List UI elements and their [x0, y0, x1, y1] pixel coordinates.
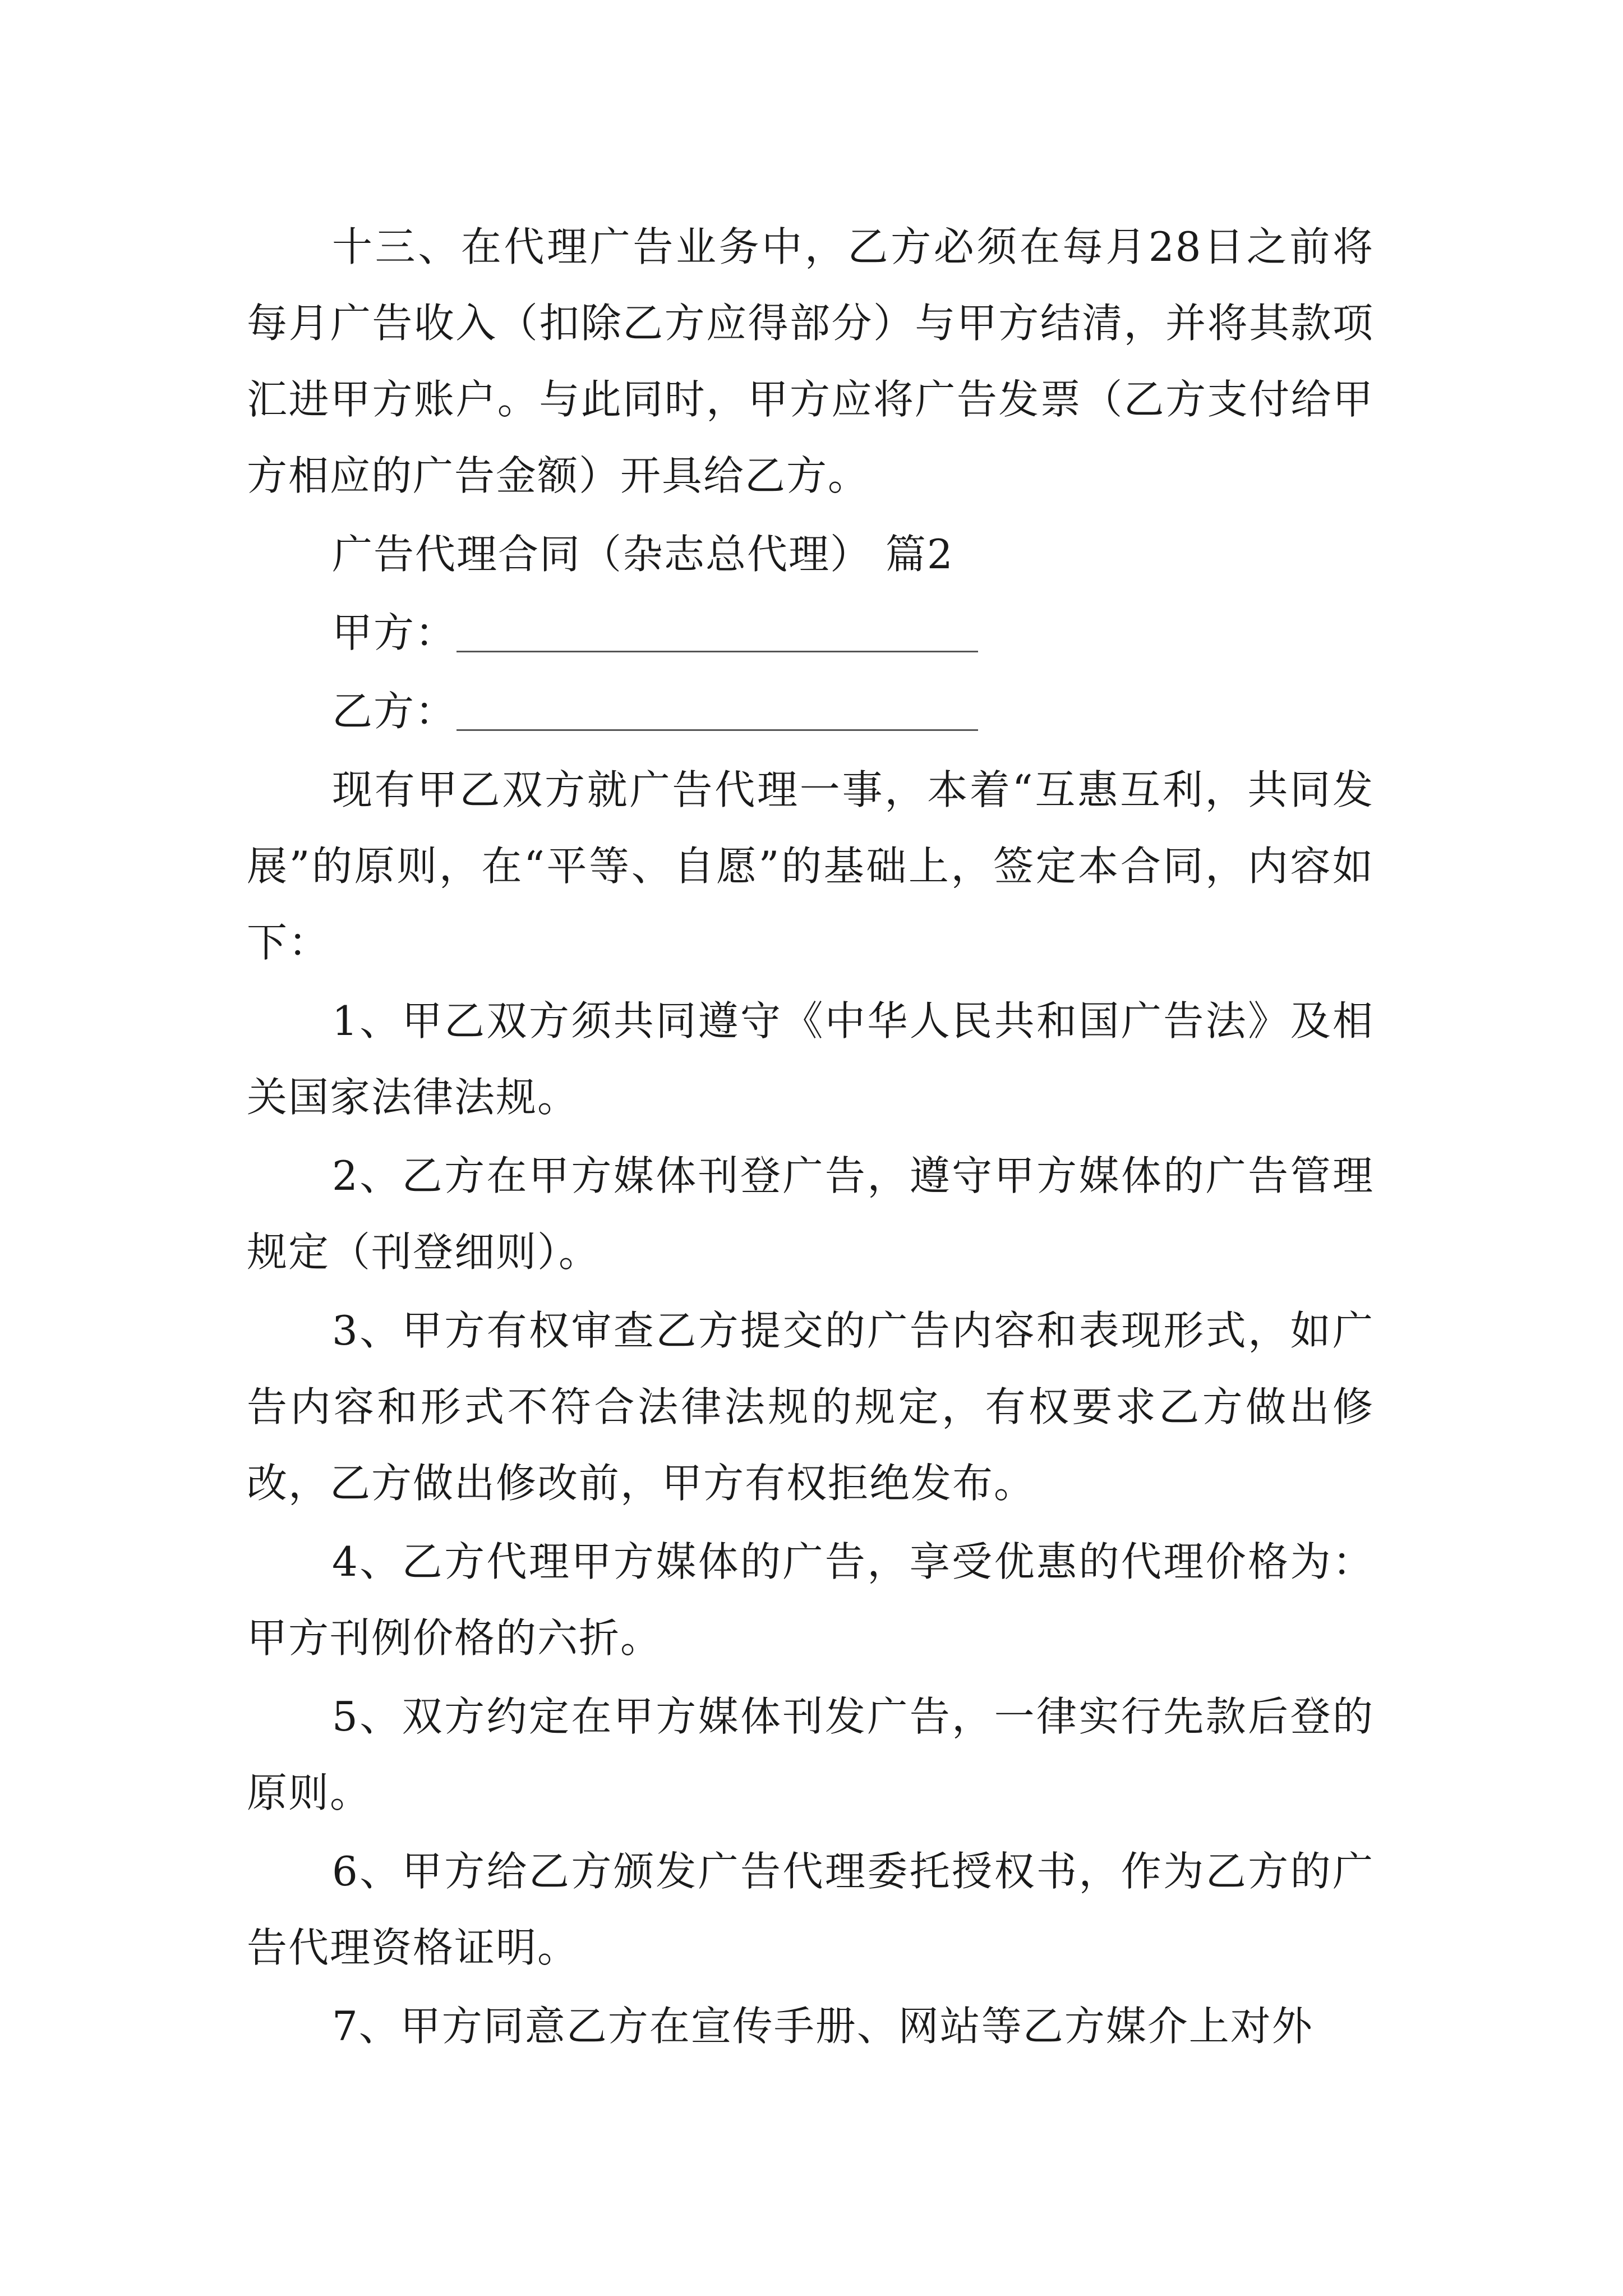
party-b-blank-line	[457, 673, 978, 731]
clause-1: 1、甲乙双方须共同遵守《中华人民共和国广告法》及相关国家法律法规。	[247, 997, 1374, 1121]
document-body	[247, 209, 1374, 2064]
intro-paragraph: 现有甲乙双方就广告代理一事，本着“互惠互利，共同发展”的原则，在“平等、自愿”的基础上，签定本合同，内容如下：	[247, 766, 1374, 966]
clause-5: 5、双方约定在甲方媒体刊发广告，一律实行先款后登的原则。	[247, 1693, 1374, 1816]
clause-3: 3、甲方有权审查乙方提交的广告内容和表现形式，如广告内容和形式不符合法律法规的规定，有权要求乙方做出修改，乙方做出修改前，甲方有权拒绝发布。	[247, 1307, 1374, 1507]
clause-thirteen: 十三、在代理广告业务中，乙方必须在每月28日之前将每月广告收入（扣除乙方应得部分）与甲方结清，并将其款项汇进甲方账户。与此同时，甲方应将广告发票（乙方支付给甲方相应的广告金额）开具给乙方。	[247, 223, 1374, 499]
clause-7: 7、甲方同意乙方在宣传手册、网站等乙方媒介上对外	[332, 2003, 1313, 2050]
party-a-blank-line	[457, 595, 978, 652]
party-b-label: 乙方：	[332, 688, 457, 735]
clause-2: 2、乙方在甲方媒体刊登广告，遵守甲方媒体的广告管理规定（刊登细则）。	[247, 1152, 1374, 1276]
clause-6: 6、甲方给乙方颁发广告代理委托授权书，作为乙方的广告代理资格证明。	[247, 1848, 1374, 1971]
party-b-field	[247, 673, 1374, 749]
party-a-field	[247, 595, 1374, 671]
party-a-label: 甲方：	[332, 609, 457, 656]
section-heading: 广告代理合同（杂志总代理） 篇2	[332, 531, 954, 578]
clause-4: 4、乙方代理甲方媒体的广告，享受优惠的代理价格为：甲方刊例价格的六折。	[247, 1538, 1374, 1662]
